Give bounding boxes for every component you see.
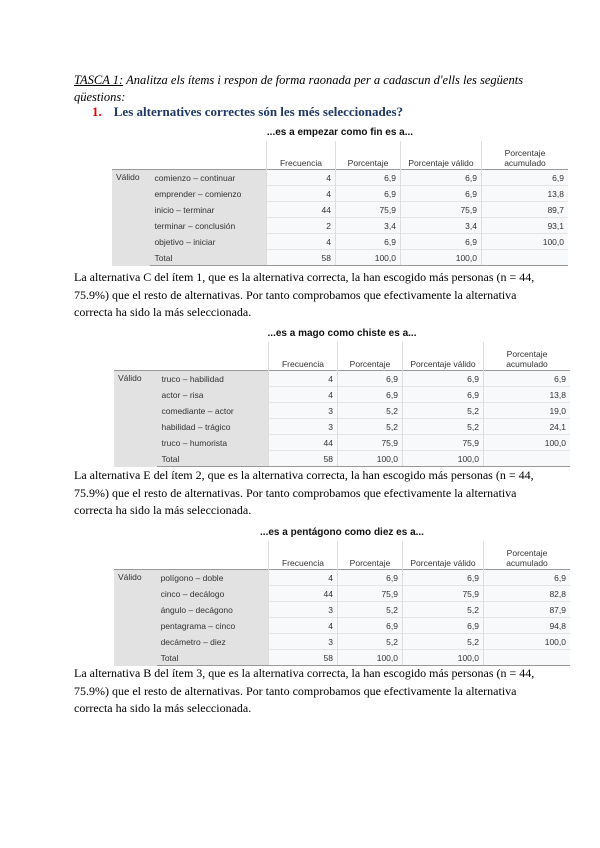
cell-value: 100,0 [403, 650, 484, 666]
table-row [112, 170, 568, 186]
group-label: Válido [114, 371, 157, 467]
row-label: truco – habilidad [157, 371, 268, 387]
cell-value: 5,2 [338, 403, 403, 419]
cell-value: 6,9 [401, 234, 482, 250]
cell-value: 75,9 [338, 435, 403, 451]
table-row [114, 634, 570, 650]
cell-value: 4 [269, 570, 338, 586]
paragraph-1: La alternativa C del ítem 1, que es la alternativa correcta, la han escogido más personas (n = 44, 75.9%) que el resto de alternativas. Por tanto comprobamos que efectivamente la alternativa correcta ha sido la más seleccionada. [74, 270, 535, 319]
cell-value: 13,8 [482, 186, 569, 202]
cell-value [484, 451, 571, 467]
cell-value: 6,9 [403, 371, 484, 387]
cell-value: 4 [267, 170, 336, 186]
row-label: inicio – terminar [150, 202, 266, 218]
cell-value: 6,9 [401, 170, 482, 186]
cell-value: 87,9 [484, 602, 571, 618]
cell-value: 3,4 [401, 218, 482, 234]
table-row [114, 419, 570, 435]
group-label: Válido [112, 170, 150, 266]
row-label: comediante – actor [157, 403, 268, 419]
cell-value: 58 [269, 451, 338, 467]
column-header: Porcentaje [338, 541, 403, 570]
row-label: terminar – conclusión [150, 218, 266, 234]
cell-value: 3,4 [336, 218, 401, 234]
cell-value: 6,9 [336, 234, 401, 250]
cell-value: 100,0 [484, 634, 571, 650]
cell-value: 4 [267, 186, 336, 202]
table-row [114, 618, 570, 634]
row-label: comienzo – continuar [150, 170, 266, 186]
cell-value: 100,0 [336, 250, 401, 266]
cell-value: 6,9 [401, 186, 482, 202]
cell-value: 82,8 [484, 586, 571, 602]
row-label: emprender – comienzo [150, 186, 266, 202]
cell-value: 4 [267, 234, 336, 250]
cell-value: 3 [269, 634, 338, 650]
column-header: Frecuencia [269, 541, 338, 570]
cell-value: 75,9 [403, 586, 484, 602]
paragraph-3: La alternativa B del ítem 3, que es la alternativa correcta, la han escogido más personas (n = 44, 75.9%) que el resto de alternativas. Por tanto comprobamos que efectivamente la alternativa correcta ha sido la más seleccionada. [74, 666, 535, 715]
table-row [114, 602, 570, 618]
task-heading [74, 72, 534, 106]
cell-value: 75,9 [401, 202, 482, 218]
cell-value: 5,2 [403, 403, 484, 419]
cell-value: 6,9 [338, 387, 403, 403]
cell-value: 100,0 [403, 451, 484, 467]
cell-value: 5,2 [403, 634, 484, 650]
row-label: actor – risa [157, 387, 268, 403]
cell-value: 3 [269, 403, 338, 419]
cell-value: 44 [269, 435, 338, 451]
cell-value: 5,2 [338, 419, 403, 435]
cell-value: 6,9 [403, 570, 484, 586]
cell-value: 6,9 [403, 618, 484, 634]
row-label: cinco – decálogo [157, 586, 269, 602]
cell-value: 5,2 [403, 602, 484, 618]
row-label: Total [157, 650, 269, 666]
table-row [112, 202, 568, 218]
column-header: Frecuencia [269, 342, 338, 371]
cell-value [484, 650, 571, 666]
cell-value: 6,9 [403, 387, 484, 403]
cell-value: 13,8 [484, 387, 571, 403]
cell-value: 100,0 [482, 234, 569, 250]
cell-value: 93,1 [482, 218, 569, 234]
table-row [112, 234, 568, 250]
column-header: Porcentaje acumulado [484, 342, 571, 371]
row-label: objetivo – iniciar [150, 234, 266, 250]
cell-value: 5,2 [403, 419, 484, 435]
cell-value: 3 [269, 602, 338, 618]
cell-value: 75,9 [338, 586, 403, 602]
cell-value: 6,9 [336, 186, 401, 202]
frequency-table-3 [114, 527, 570, 666]
cell-value: 75,9 [403, 435, 484, 451]
cell-value: 2 [267, 218, 336, 234]
column-header: Porcentaje válido [403, 541, 484, 570]
cell-value: 100,0 [484, 435, 571, 451]
column-header: Porcentaje válido [401, 141, 482, 170]
table-title: ...es a empezar como fin es a... [266, 127, 414, 138]
cell-value: 6,9 [484, 371, 571, 387]
cell-value: 4 [269, 387, 338, 403]
question-heading [92, 104, 403, 120]
cell-value: 100,0 [338, 650, 403, 666]
table-row [114, 650, 570, 666]
column-header: Porcentaje válido [403, 342, 484, 371]
paragraph-2: La alternativa E del ítem 2, que es la alternativa correcta, la han escogido más personas (n = 44, 75.9%) que el resto de alternativas. Por tanto comprobamos que efectivamente la alternativa correcta ha sido la más seleccionada. [74, 468, 534, 517]
table-title: ...es a pentágono como diez es a... [260, 527, 424, 538]
table-row [114, 387, 570, 403]
cell-value: 44 [267, 202, 336, 218]
cell-value: 94,8 [484, 618, 571, 634]
table-row [112, 218, 568, 234]
question-text: Les alternatives correctes són les més seleccionades? [113, 104, 404, 119]
table-row [112, 250, 568, 266]
table-row [114, 586, 570, 602]
table-row [114, 403, 570, 419]
frequency-table-2 [114, 328, 570, 467]
row-label: Total [150, 250, 266, 266]
cell-value [482, 250, 569, 266]
table-row [112, 186, 568, 202]
column-header: Porcentaje [336, 141, 401, 170]
cell-value: 19,0 [484, 403, 571, 419]
cell-value: 6,9 [484, 570, 571, 586]
row-label: polígono – doble [157, 570, 269, 586]
row-label: truco – humorista [157, 435, 268, 451]
cell-value: 58 [267, 250, 336, 266]
cell-value: 44 [269, 586, 338, 602]
group-label: Válido [114, 570, 157, 666]
cell-value: 100,0 [401, 250, 482, 266]
column-header: Frecuencia [267, 141, 336, 170]
table-row [114, 371, 570, 387]
cell-value: 5,2 [338, 602, 403, 618]
row-label: pentagrama – cinco [157, 618, 269, 634]
column-header: Porcentaje acumulado [484, 541, 571, 570]
cell-value: 58 [269, 650, 338, 666]
table-row [114, 451, 570, 467]
cell-value: 4 [269, 618, 338, 634]
task-label: TASCA 1: [74, 73, 124, 87]
cell-value: 6,9 [482, 170, 569, 186]
table-row [114, 570, 570, 586]
row-label: Total [157, 451, 268, 467]
frequency-table-1 [112, 127, 568, 266]
cell-value: 6,9 [336, 170, 401, 186]
cell-value: 5,2 [338, 634, 403, 650]
cell-value: 3 [269, 419, 338, 435]
table-title: ...es a mago como chiste es a... [267, 328, 417, 339]
cell-value: 4 [269, 371, 338, 387]
cell-value: 6,9 [338, 371, 403, 387]
table-row [114, 435, 570, 451]
row-label: decámetro – diez [157, 634, 269, 650]
task-text: Analitza els ítems i respon de forma raonada per a cadascun d'ells les següents qüestions: [74, 73, 524, 104]
row-label: habilidad – trágico [157, 419, 268, 435]
cell-value: 6,9 [338, 570, 403, 586]
cell-value: 75,9 [336, 202, 401, 218]
column-header: Porcentaje [338, 342, 403, 371]
cell-value: 100,0 [338, 451, 403, 467]
question-number: 1. [92, 104, 102, 119]
cell-value: 89,7 [482, 202, 569, 218]
row-label: ángulo – decágono [157, 602, 269, 618]
cell-value: 24,1 [484, 419, 571, 435]
cell-value: 6,9 [338, 618, 403, 634]
column-header: Porcentaje acumulado [482, 141, 569, 170]
